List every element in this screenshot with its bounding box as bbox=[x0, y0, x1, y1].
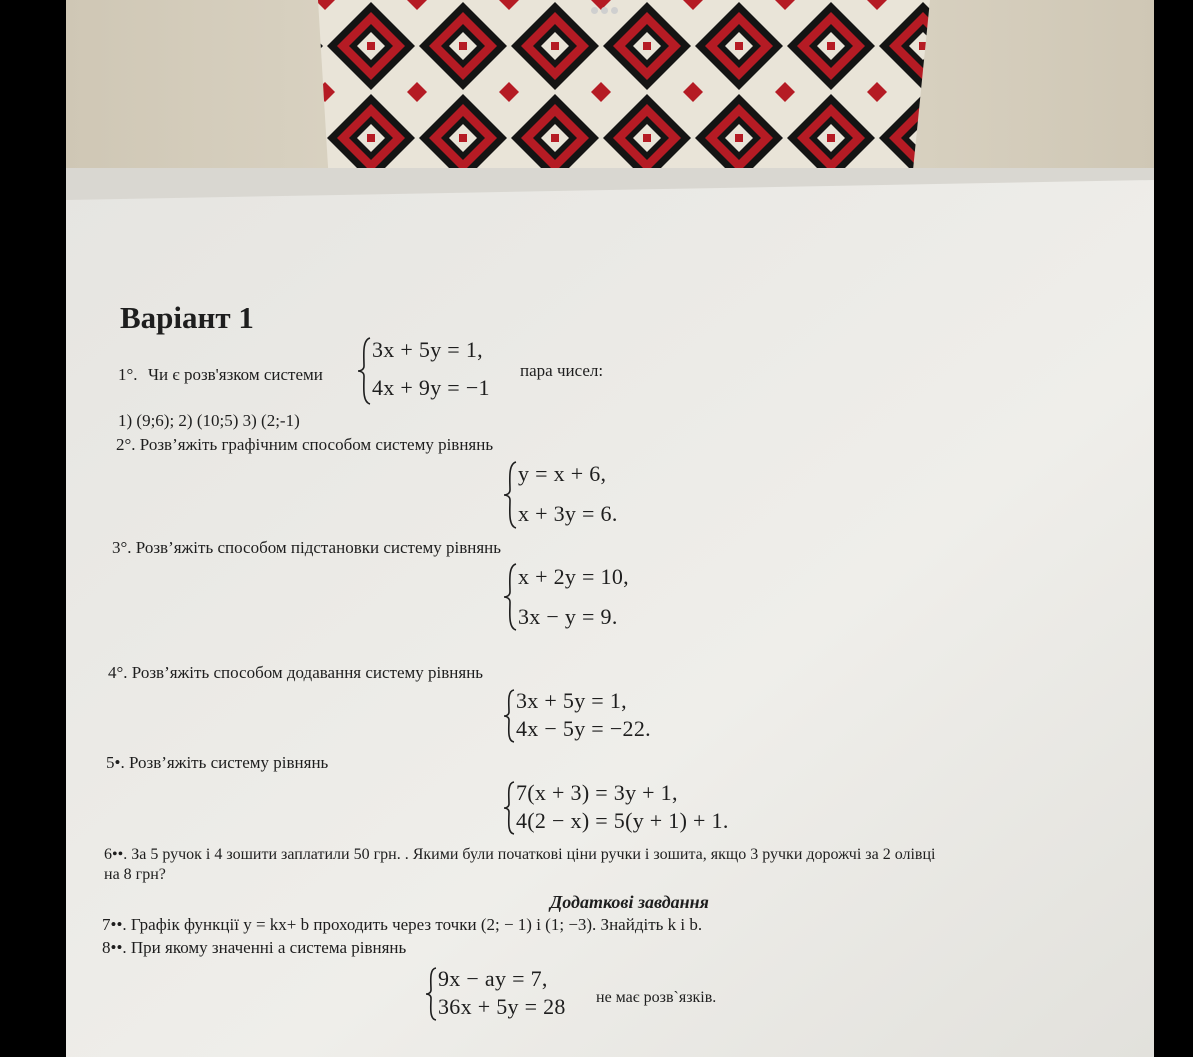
extra-tasks-heading: Додаткові завдання bbox=[550, 892, 709, 912]
page-dot bbox=[611, 7, 618, 14]
brace-icon bbox=[502, 460, 518, 530]
task1-suffix: пара чисел: bbox=[520, 361, 604, 380]
task3-eq2: 3x − y = 9. bbox=[518, 604, 618, 629]
task5-eq1: 7(x + 3) = 3y + 1, bbox=[516, 780, 678, 805]
page-dot bbox=[601, 7, 608, 14]
task1-eq2: 4x + 9y = −1 bbox=[372, 375, 490, 400]
task2-eq2: x + 3y = 6. bbox=[518, 501, 618, 526]
task8-eq1: 9x − ay = 7, bbox=[438, 966, 548, 991]
page-dot bbox=[591, 7, 598, 14]
task7-text: 7••. Графік функції y = kx+ b проходить через точки (2; − 1) і (1; −3). Знайдіть k і b. bbox=[102, 915, 703, 934]
task3-text: 3°. Розв’яжіть способом підстановки систему рівнянь bbox=[112, 538, 502, 557]
task8-text: 8••. При якому значенні a система рівнянь bbox=[102, 938, 407, 957]
task2-text: 2°. Розв’яжіть графічним способом систему рівнянь bbox=[116, 435, 494, 454]
task4-eq1: 3x + 5y = 1, bbox=[516, 688, 627, 713]
task6-line2: на 8 грн? bbox=[104, 866, 166, 883]
task1-number: 1°. bbox=[118, 365, 138, 384]
task1-eq1: 3x + 5y = 1, bbox=[372, 337, 483, 362]
task4-text: 4°. Розв’яжіть способом додавання систему рівнянь bbox=[108, 663, 484, 682]
brace-icon bbox=[502, 562, 518, 632]
task2-eq1: y = x + 6, bbox=[518, 461, 607, 486]
task5-text: 5•. Розв’яжіть систему рівнянь bbox=[106, 753, 329, 772]
task5-eq2: 4(2 − x) = 5(y + 1) + 1. bbox=[516, 808, 729, 833]
task1-options: 1) (9;6); 2) (10;5) 3) (2;-1) bbox=[118, 411, 300, 430]
task6-line1: 6••. За 5 ручок і 4 зошити заплатили 50 грн. . Якими були початкові ціни ручки і зошита, якщо 3 ручки дорожчі за 2 олівці bbox=[104, 846, 936, 863]
task8-suffix: не має розв`язків. bbox=[596, 989, 717, 1006]
task3-eq1: x + 2y = 10, bbox=[518, 564, 629, 589]
brace-icon bbox=[502, 780, 516, 836]
brace-icon bbox=[502, 688, 516, 744]
brace-icon bbox=[424, 966, 438, 1022]
task1-text: Чи є розв'язком системи bbox=[148, 365, 323, 384]
task4-eq2: 4x − 5y = −22. bbox=[516, 716, 651, 741]
task8-eq2: 36x + 5y = 28 bbox=[438, 994, 566, 1019]
brace-icon bbox=[356, 336, 372, 406]
page-indicator bbox=[591, 1, 621, 19]
page-title: Варіант 1 bbox=[120, 300, 254, 335]
